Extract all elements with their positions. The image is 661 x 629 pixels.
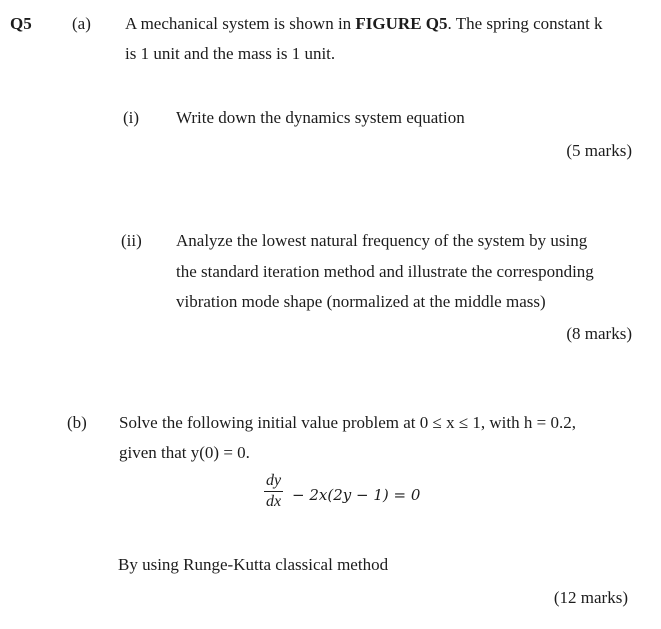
sub-ii-marks: (8 marks) [566,324,632,343]
sub-i-text: Write down the dynamics system equation [176,108,465,127]
part-b-method: By using Runge-Kutta classical method [118,555,389,574]
part-a-intro-suffix: . The spring constant k [447,14,603,33]
part-a-label: (a) [72,14,91,33]
sub-ii-line1: Analyze the lowest natural frequency of the system by using [176,231,588,250]
part-b-marks: (12 marks) [553,588,628,607]
part-b-line1: Solve the following initial value problem at 0 ≤ x ≤ 1, with h = 0.2, [119,413,576,432]
sub-ii-label: (ii) [121,231,142,250]
part-a-intro-line2: is 1 unit and the mass is 1 unit. [125,44,336,63]
sub-i-marks: (5 marks) [566,141,632,160]
part-b-label: (b) [67,413,87,432]
derivative-fraction [264,472,283,511]
sub-ii-line2: the standard iteration method and illustrate the corresponding [176,262,594,281]
sub-ii-line3: vibration mode shape (normalized at the middle mass) [176,292,546,311]
part-b-line2: given that y(0) = 0. [119,443,250,462]
figure-reference: FIGURE Q5 [355,14,448,33]
part-a-intro-prefix: A mechanical system is shown in [125,14,356,33]
question-number: Q5 [10,14,32,33]
equation-rest: − 2x(2y − 1) = 0 [292,486,421,504]
part-a-intro-line1 [125,14,603,34]
sub-i-label: (i) [123,108,140,127]
derivative-denominator: dx [266,493,282,510]
derivative-numerator: dy [264,472,283,492]
